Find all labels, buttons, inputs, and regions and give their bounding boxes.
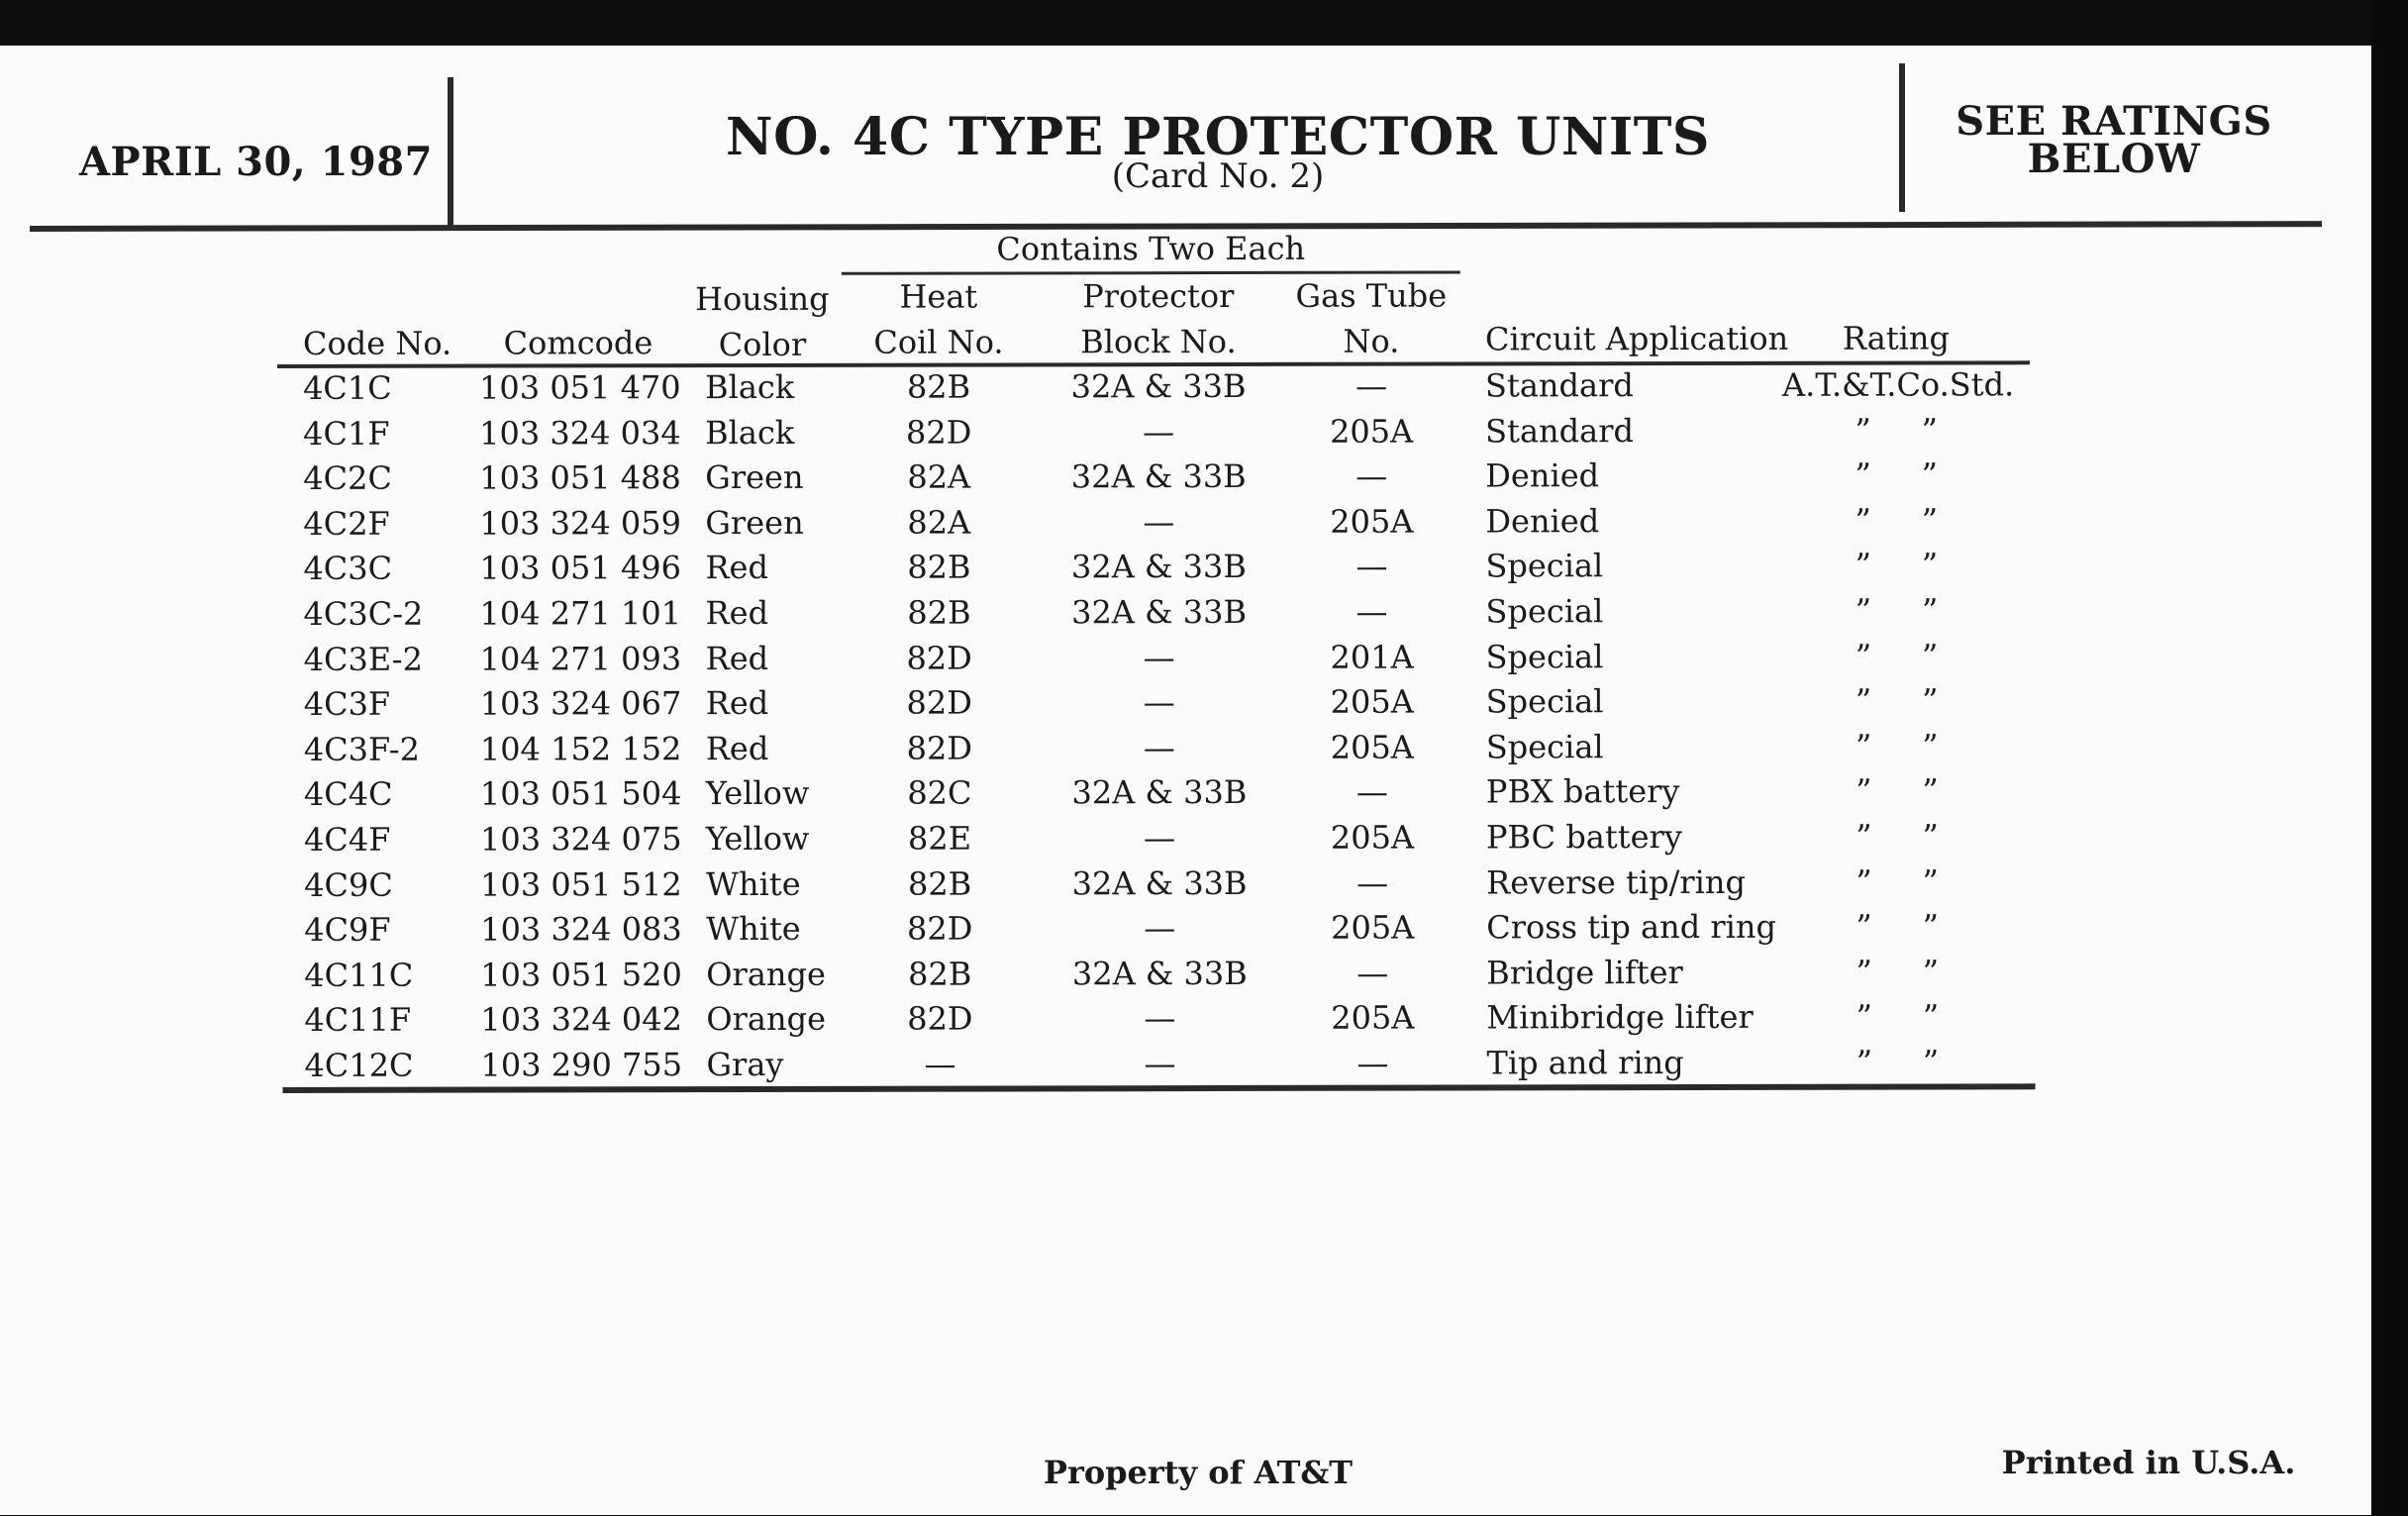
housing-color-cell: Yellow (705, 819, 810, 859)
circuit-application-cell: PBC battery (1485, 818, 1682, 857)
code-cell: 4C11F (304, 1001, 412, 1040)
protector-block-cell: — (1144, 999, 1176, 1038)
col-header-protector-block-line2: Block No. (1080, 322, 1237, 361)
rating-cell: ” ” (1855, 546, 1939, 585)
comcode-cell: 103 051 504 (479, 774, 682, 813)
comcode-cell: 104 152 152 (479, 729, 682, 768)
rating-cell: ” ” (1855, 637, 1939, 675)
ratings-note-line2: BELOW (2027, 136, 2201, 182)
circuit-application-cell: Denied (1485, 502, 1600, 541)
document-title: NO. 4C TYPE PROTECTOR UNITS (726, 107, 1710, 167)
code-cell: 4C3E-2 (303, 640, 423, 678)
col-header-gas-tube-line2: No. (1343, 322, 1400, 360)
col-header-heat-coil-line2: Coil No. (873, 323, 1004, 361)
heat-coil-cell: 82D (906, 729, 973, 767)
document-date: APRIL 30, 1987 (79, 139, 433, 185)
heat-coil-cell: 82D (906, 683, 972, 722)
rating-cell: ” ” (1856, 997, 1940, 1037)
housing-color-cell: Green (705, 458, 804, 497)
col-header-gas-tube-line1: Gas Tube (1295, 276, 1448, 315)
rating-cell: ” ” (1855, 411, 1938, 450)
circuit-application-cell: PBX battery (1485, 772, 1680, 811)
table-row (1, 722, 2408, 772)
table-row (1, 858, 2408, 908)
circuit-application-cell: Minibridge lifter (1486, 998, 1754, 1037)
circuit-application-cell: Reverse tip/ring (1486, 862, 1746, 902)
comcode-cell: 103 324 067 (479, 684, 682, 723)
col-header-code: Code No. (302, 324, 452, 362)
protector-block-cell: — (1143, 728, 1175, 766)
col-header-protector-block (1059, 273, 1257, 364)
circuit-application-cell: Special (1485, 682, 1604, 721)
gas-tube-cell: 205A (1331, 908, 1415, 947)
table-row (0, 496, 2408, 547)
heat-coil-cell: 82E (907, 819, 972, 858)
housing-color-cell: Green (705, 503, 804, 542)
housing-color-cell: Red (705, 684, 769, 723)
housing-color-cell: Yellow (705, 774, 810, 813)
gas-tube-cell: — (1354, 366, 1388, 405)
col-header-circuit-application: Circuit Application (1484, 319, 1789, 358)
ratings-note-line1: SEE RATINGS (1956, 98, 2272, 145)
heat-coil-cell: 82B (907, 593, 971, 632)
col-header-protector-block-line1: Protector (1082, 276, 1235, 316)
rating-cell: ” ” (1856, 1043, 1940, 1081)
comcode-cell: 103 290 755 (480, 1046, 683, 1084)
rating-cell: ” ” (1855, 591, 1939, 630)
protector-block-cell: 32A & 33B (1070, 366, 1247, 406)
housing-color-cell: Red (705, 593, 769, 633)
comcode-cell: 103 051 520 (480, 955, 682, 994)
circuit-application-cell: Cross tip and ring (1486, 908, 1777, 947)
housing-color-cell: White (706, 864, 801, 903)
col-header-comcode: Comcode (503, 324, 653, 362)
protector-block-cell: — (1143, 683, 1175, 722)
col-header-housing-color (693, 276, 832, 367)
rating-cell: ” ” (1855, 727, 1939, 765)
col-header-rating: Rating (1842, 319, 1951, 357)
housing-color-cell: Red (705, 729, 769, 767)
protector-block-cell: — (1143, 412, 1175, 451)
gas-tube-cell: 205A (1330, 502, 1414, 541)
rating-cell: ” ” (1855, 455, 1939, 494)
heat-coil-cell: — (924, 1045, 956, 1083)
gas-tube-cell: — (1355, 773, 1388, 812)
code-cell: 4C11C (304, 956, 414, 994)
heat-coil-cell: 82A (907, 457, 971, 496)
gas-tube-cell: — (1356, 1044, 1389, 1082)
col-header-housing-color-line1: Housing (695, 279, 830, 319)
heat-coil-cell: 82C (907, 773, 972, 813)
housing-color-cell: Black (705, 413, 795, 452)
rating-cell: ” ” (1855, 501, 1939, 540)
gas-tube-cell: 205A (1330, 412, 1414, 451)
rating-cell: ” ” (1856, 953, 1940, 991)
table-row (0, 542, 2408, 592)
rating-cell: ” ” (1856, 817, 1939, 856)
circuit-application-cell: Standard (1485, 411, 1634, 451)
table-row (1, 767, 2408, 818)
heat-coil-cell: 82D (906, 909, 973, 948)
protector-block-cell: 32A & 33B (1071, 863, 1248, 902)
table-row (0, 452, 2408, 502)
protector-block-cell: 32A & 33B (1070, 457, 1247, 496)
table-row (1, 1038, 2408, 1088)
table-row (1, 948, 2408, 998)
comcode-cell: 103 324 059 (479, 503, 681, 543)
rating-cell: ” ” (1855, 681, 1939, 720)
code-cell: 4C4F (303, 820, 391, 859)
comcode-cell: 103 051 470 (479, 368, 681, 407)
gas-tube-cell: 201A (1330, 638, 1414, 676)
code-cell: 4C3C-2 (303, 594, 424, 633)
table-row (0, 360, 2408, 411)
comcode-cell: 103 051 512 (480, 864, 682, 904)
circuit-application-cell: Bridge lifter (1486, 953, 1683, 992)
circuit-application-cell: Denied (1485, 456, 1600, 495)
protector-block-cell: — (1144, 909, 1176, 948)
col-header-heat-coil-line1: Heat (899, 277, 978, 316)
code-cell: 4C9F (304, 910, 391, 950)
heat-coil-cell: 82B (906, 367, 971, 406)
table-row (1, 677, 2408, 728)
gas-tube-cell: — (1355, 456, 1388, 495)
comcode-cell: 103 051 488 (479, 458, 681, 497)
housing-color-cell: Orange (706, 1000, 827, 1039)
housing-color-cell: Red (705, 549, 768, 587)
code-cell: 4C4C (303, 775, 393, 814)
housing-color-cell: Black (705, 367, 795, 407)
heat-coil-cell: 82A (907, 503, 971, 542)
protector-block-cell: — (1144, 1045, 1176, 1083)
code-cell: 4C1C (303, 368, 392, 407)
housing-color-cell: Gray (706, 1045, 784, 1084)
table-row (0, 586, 2408, 637)
code-cell: 4C2F (303, 504, 390, 543)
code-cell: 4C12C (304, 1046, 414, 1084)
circuit-application-cell: Special (1485, 637, 1604, 676)
rating-cell: ” ” (1856, 862, 1939, 901)
table-row (1, 632, 2408, 682)
protector-block-cell: 32A & 33B (1070, 548, 1247, 586)
col-header-housing-color-line2: Color (718, 325, 807, 364)
rating-cell: ” ” (1856, 907, 1940, 946)
code-cell: 4C1F (303, 414, 390, 453)
gas-tube-cell: 205A (1330, 682, 1414, 721)
comcode-cell: 104 271 093 (479, 639, 682, 678)
code-cell: 4C9C (304, 865, 393, 904)
housing-color-cell: White (706, 910, 801, 949)
housing-color-cell: Red (705, 639, 769, 677)
code-cell: 4C3C (303, 550, 393, 588)
gas-tube-cell: — (1356, 863, 1389, 902)
heat-coil-cell: 82D (905, 413, 972, 452)
gas-tube-cell: 205A (1330, 728, 1414, 766)
circuit-application-cell: Special (1485, 592, 1604, 631)
group-header: Contains Two Each (996, 229, 1306, 268)
gas-tube-cell: — (1355, 592, 1388, 631)
table-row (1, 903, 2408, 954)
gas-tube-cell: 205A (1331, 998, 1415, 1038)
comcode-cell: 104 271 101 (479, 594, 682, 633)
protector-block-cell: — (1143, 638, 1175, 676)
heat-coil-cell: 82B (907, 864, 972, 903)
col-header-gas-tube (1287, 273, 1455, 364)
col-header-heat-coil (859, 273, 1018, 364)
protector-block-cell: — (1143, 502, 1175, 541)
code-cell: 4C3F-2 (303, 730, 420, 768)
protector-block-cell: 32A & 33B (1071, 592, 1247, 632)
circuit-application-cell: Standard (1484, 366, 1634, 405)
comcode-cell: 103 324 075 (479, 820, 682, 859)
table-row (1, 993, 2408, 1044)
heat-coil-cell: 82B (908, 955, 972, 993)
circuit-application-cell: Special (1485, 547, 1604, 585)
heat-coil-cell: 82B (907, 548, 971, 587)
circuit-application-cell: Tip and ring (1486, 1044, 1684, 1082)
gas-tube-cell: — (1355, 548, 1388, 586)
code-cell: 4C2C (303, 458, 392, 498)
footer-property: Property of AT&T (1043, 1454, 1354, 1491)
rating-cell: ” ” (1856, 771, 1939, 811)
code-cell: 4C3F (303, 684, 391, 724)
gas-tube-cell: — (1356, 954, 1389, 992)
circuit-application-cell: Special (1485, 727, 1604, 766)
rating-cell: A.T.&T.Co.Std. (1781, 365, 2015, 404)
protector-block-cell: — (1143, 819, 1176, 858)
document-subtitle: (Card No. 2) (1111, 156, 1325, 196)
table-row (0, 406, 2408, 456)
table-row (1, 812, 2408, 862)
heat-coil-cell: 82D (906, 639, 972, 677)
comcode-cell: 103 324 042 (480, 1000, 682, 1039)
comcode-cell: 103 324 083 (480, 910, 682, 949)
footer-printed: Printed in U.S.A. (2001, 1444, 2296, 1481)
protector-block-cell: 32A & 33B (1071, 773, 1248, 812)
comcode-cell: 103 051 496 (479, 549, 682, 587)
heat-coil-cell: 82D (907, 999, 973, 1039)
gas-tube-cell: 205A (1330, 818, 1415, 857)
housing-color-cell: Orange (706, 955, 826, 993)
comcode-cell: 103 324 034 (479, 413, 681, 453)
protector-block-cell: 32A & 33B (1071, 954, 1248, 993)
